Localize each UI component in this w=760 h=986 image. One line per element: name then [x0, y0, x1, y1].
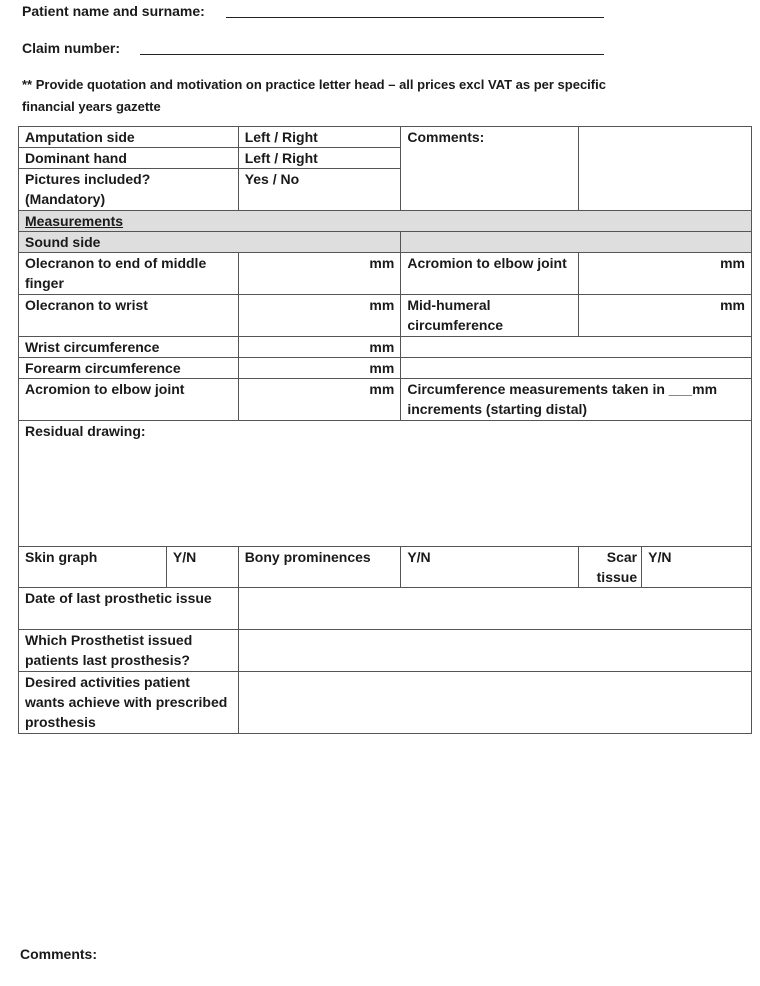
which-prosthetist-field[interactable] — [238, 630, 751, 672]
empty-right-cell-2 — [401, 358, 752, 379]
empty-right-cell-1 — [401, 337, 752, 358]
bony-prominences-label: Bony prominences — [238, 547, 401, 588]
olecranon-wrist-field[interactable]: mm — [238, 295, 401, 337]
sound-side-heading: Sound side — [19, 232, 401, 253]
patient-name-field[interactable] — [226, 17, 604, 18]
scar-tissue-label: Scar tissue — [578, 547, 641, 588]
dominant-hand-label: Dominant hand — [19, 148, 239, 169]
pictures-included-label: Pictures included? (Mandatory) — [19, 169, 239, 211]
bony-prominences-yn[interactable]: Y/N — [401, 547, 578, 588]
olecranon-wrist-label: Olecranon to wrist — [19, 295, 239, 337]
residual-drawing-area[interactable]: Residual drawing: — [19, 421, 752, 547]
acromion-elbow-right-field[interactable]: mm — [578, 253, 751, 295]
mid-humeral-label: Mid-humeral circumference — [401, 295, 578, 337]
mid-humeral-field[interactable]: mm — [578, 295, 751, 337]
forearm-circumference-label: Forearm circumference — [19, 358, 239, 379]
skin-graph-label: Skin graph — [19, 547, 167, 588]
sound-side-right-shaded — [401, 232, 752, 253]
olecranon-finger-label: Olecranon to end of middle finger — [19, 253, 239, 295]
circumference-increment-note: Circumference measurements taken in ___mm increments (starting distal) — [401, 379, 752, 421]
wrist-circumference-label: Wrist circumference — [19, 337, 239, 358]
dominant-hand-value[interactable]: Left / Right — [238, 148, 401, 169]
prosthesis-form-table — [18, 126, 752, 734]
claim-number-field[interactable] — [140, 54, 604, 55]
acromion-elbow-right-label: Acromion to elbow joint — [401, 253, 578, 295]
acromion-elbow-left-label: Acromion to elbow joint — [19, 379, 239, 421]
which-prosthetist-label: Which Prosthetist issued patients last prosthesis? — [19, 630, 239, 672]
skin-graph-yn[interactable]: Y/N — [166, 547, 238, 588]
scar-tissue-yn[interactable]: Y/N — [642, 547, 752, 588]
comments-field-top[interactable] — [578, 127, 751, 211]
olecranon-finger-field[interactable]: mm — [238, 253, 401, 295]
comments-label-top: Comments: — [401, 127, 578, 211]
comments-label-bottom: Comments: — [20, 946, 98, 962]
date-last-issue-field[interactable] — [238, 588, 751, 630]
pictures-included-value[interactable]: Yes / No — [238, 169, 401, 211]
wrist-circumference-field[interactable]: mm — [238, 337, 401, 358]
desired-activities-label: Desired activities patient wants achieve with prescribed prosthesis — [19, 672, 239, 734]
desired-activities-field[interactable] — [238, 672, 751, 734]
measurements-heading: Measurements — [19, 211, 752, 232]
claim-number-label: Claim number: — [22, 40, 121, 56]
amputation-side-label: Amputation side — [19, 127, 239, 148]
amputation-side-value[interactable]: Left / Right — [238, 127, 401, 148]
date-last-issue-label: Date of last prosthetic issue — [19, 588, 239, 630]
patient-name-label: Patient name and surname: — [22, 3, 205, 19]
forearm-circumference-field[interactable]: mm — [238, 358, 401, 379]
acromion-elbow-left-field[interactable]: mm — [238, 379, 401, 421]
pricing-note: ** Provide quotation and motivation on practice letter head – all prices excl VAT as per specific financial years gazette — [22, 77, 606, 114]
